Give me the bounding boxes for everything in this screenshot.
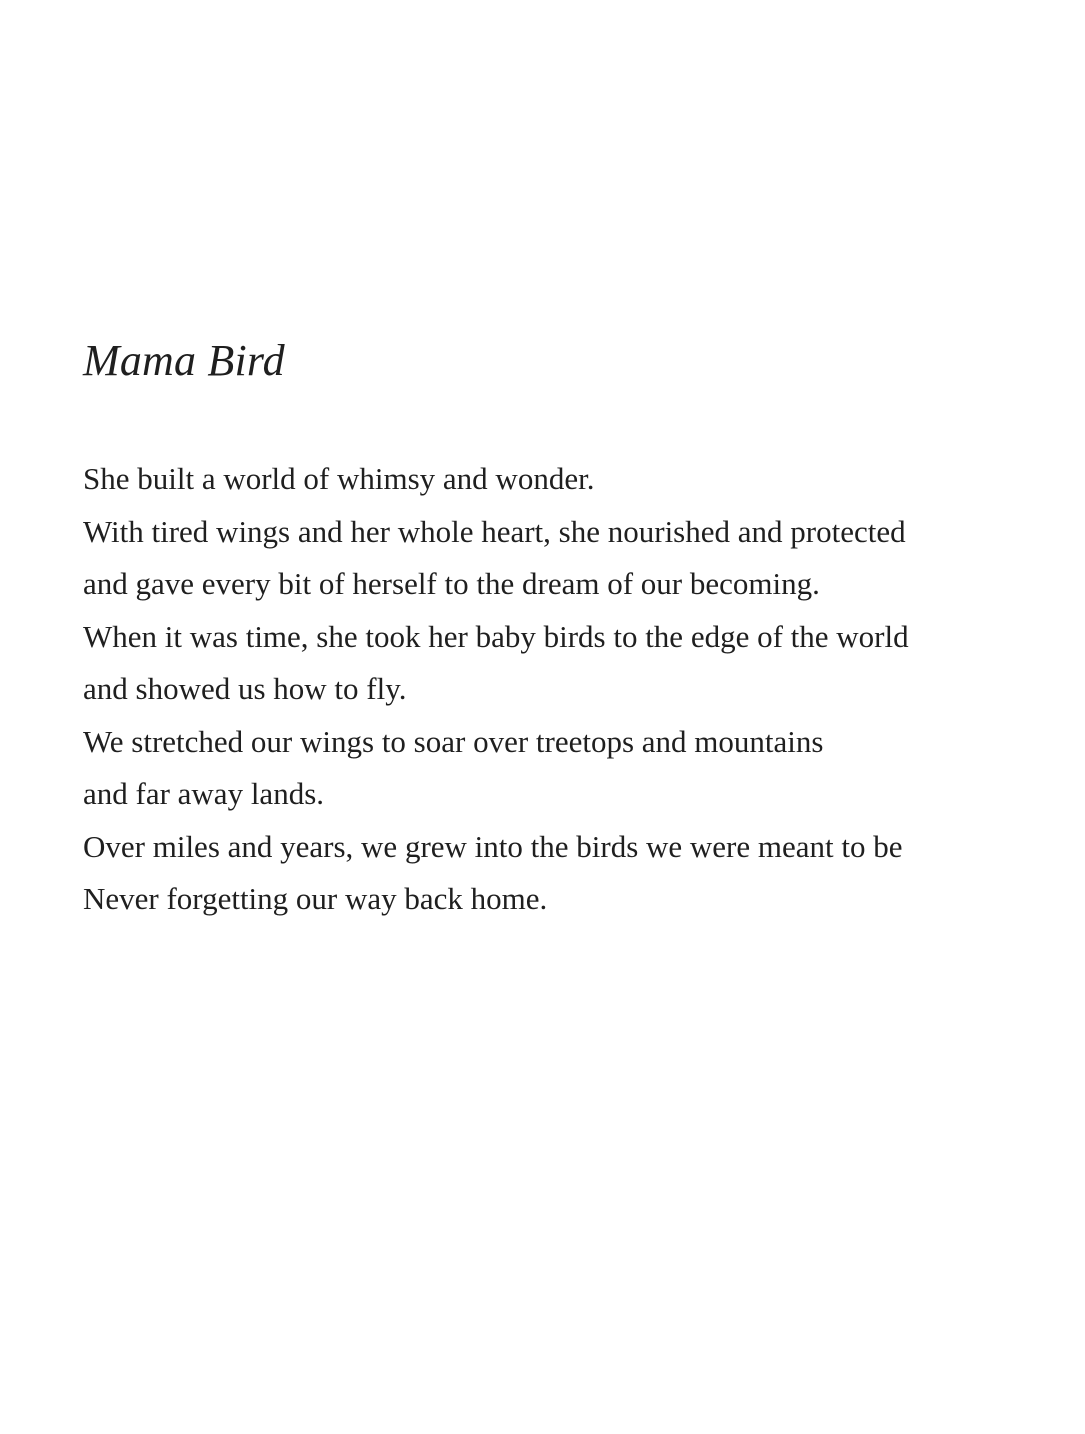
poem-line: When it was time, she took her baby birds to the edge of the world — [83, 618, 909, 654]
poem — [83, 333, 1043, 942]
poem-line: She built a world of whimsy and wonder. — [83, 461, 595, 496]
poem-line: and gave every bit of herself to the dream of our becoming. — [83, 566, 820, 601]
poem-line: and showed us how to fly. — [83, 671, 407, 706]
poem-body — [83, 453, 1043, 926]
poem-line: Over miles and years, we grew into the birds we were meant to be — [83, 828, 903, 864]
poem-line: Never forgetting our way back home. — [83, 881, 548, 916]
poem-line: We stretched our wings to soar over treetops and mountains — [83, 723, 824, 759]
poem-title: Mama Bird — [83, 336, 285, 385]
poem-line: With tired wings and her whole heart, she nourished and protected — [83, 513, 906, 549]
poem-line: and far away lands. — [83, 776, 325, 811]
